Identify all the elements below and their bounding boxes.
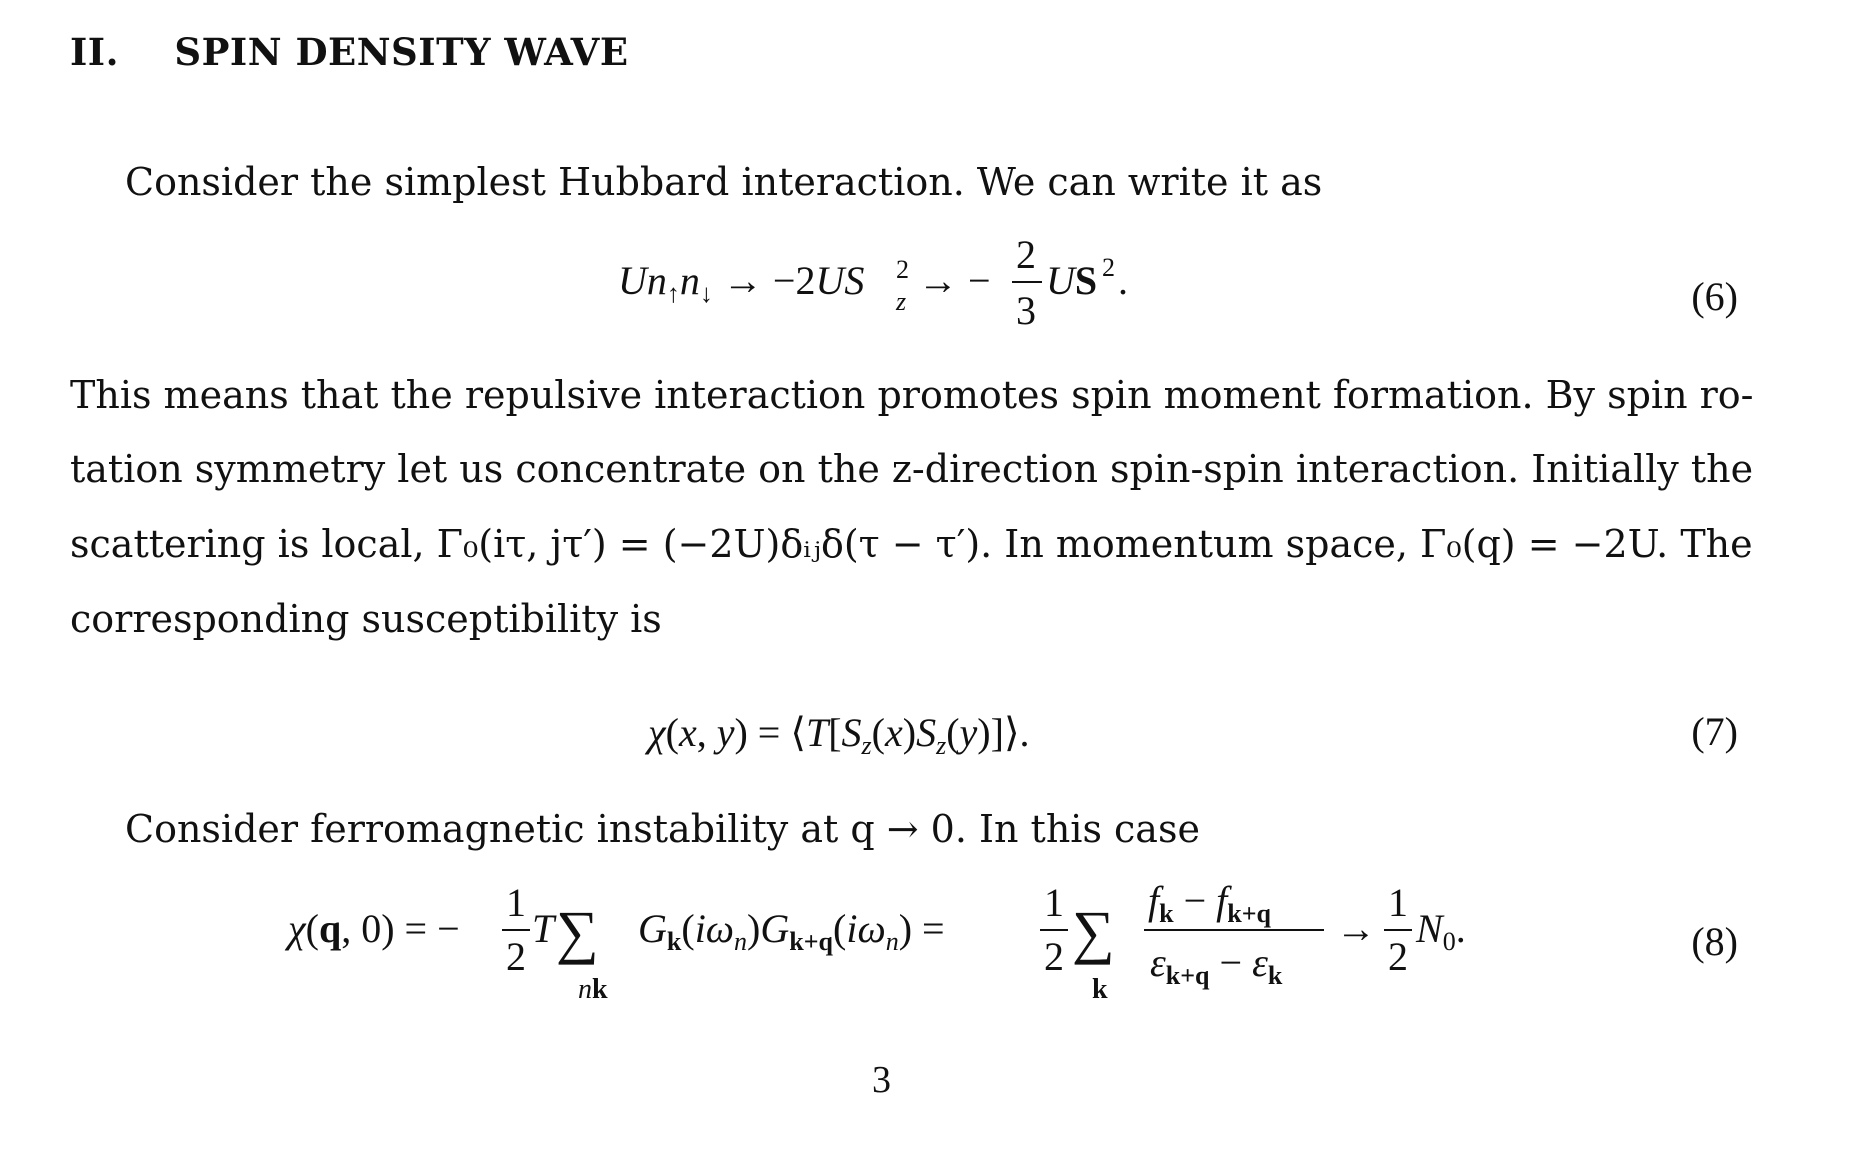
svg-text:T: T (532, 906, 555, 951)
svg-text:2: 2 (506, 934, 526, 979)
svg-text:1: 1 (506, 880, 526, 925)
svg-text:.: . (1118, 258, 1128, 303)
svg-text:→ −: → − (918, 258, 991, 303)
page-number: 3 (872, 1059, 891, 1101)
svg-text:χ(q, 0) = −: χ(q, 0) = − (288, 906, 460, 951)
svg-text:∑: ∑ (556, 899, 599, 965)
section-title: SPIN DENSITY WAVE (174, 30, 629, 74)
equation-7-graphic (648, 706, 1148, 766)
body-line-3: scattering is local, Γ₀(iτ, jτ′) = (−2U)δᵢⱼδ(τ − τ′). In momentum space, Γ₀(q) = −2U. The (70, 522, 1753, 566)
svg-text:χ(x, y) = ⟨T[Sz(x)Sz(y)]⟩.: χ(x, $y) = ⟨T[S_z(x)S_z(y)]⟩$. (648, 710, 1030, 760)
svg-text:3: 3 (1016, 288, 1036, 333)
svg-text:fk − fk+q: $f_k - f_{k+q}$ (1148, 878, 1272, 928)
equation-7 (648, 706, 1148, 773)
svg-text:k: k (1092, 974, 1108, 1005)
svg-text:nk: nk (578, 974, 608, 1005)
svg-text:US: US (1046, 258, 1098, 303)
body-line-4: corresponding susceptibility is (70, 597, 662, 641)
svg-text:→: → (1336, 906, 1376, 951)
svg-text:2: 2 (1044, 934, 1064, 979)
section-heading (70, 30, 629, 74)
equation-number-7: (7) (1691, 709, 1738, 754)
svg-text:Gk(iωn)Gk+q(iωn) =: $G_k(i\omega_n)G_{k+q}(i\omega_n)$ = (638, 906, 945, 956)
equation-6-graphic (618, 232, 1178, 342)
svg-text:N0.: $N_0$. (1416, 906, 1466, 956)
equation-number-8: (8) (1691, 919, 1738, 964)
body-line-2: tation symmetry let us concentrate on the z-direction spin-spin interaction. Initially the (70, 447, 1754, 491)
svg-text:2: 2 (896, 255, 909, 284)
svg-text:z: z (896, 287, 907, 316)
equation-number-6: (6) (1691, 274, 1738, 319)
section-number: II. (70, 30, 119, 74)
svg-text:1: 1 (1388, 880, 1408, 925)
svg-text:2: 2 (1388, 934, 1408, 979)
svg-text:εk+q − εk: $\varepsilon_{k+q} - \varepsilon_k$ (1150, 940, 1283, 990)
equation-8-graphic (288, 880, 1518, 1010)
svg-text:1: 1 (1044, 880, 1064, 925)
svg-text:2: 2 (1016, 232, 1036, 277)
equation-8 (288, 880, 1518, 1017)
intro-paragraph: Consider the simplest Hubbard interaction. We can write it as (125, 160, 1323, 204)
svg-text:Un↑n↓ → −2US: $Un_↑n_↓ \to -2US$ (618, 258, 865, 308)
svg-text:2: 2 (1102, 253, 1115, 282)
body-line-1: This means that the repulsive interaction promotes spin moment formation. By spin ro- (70, 373, 1754, 417)
ferro-paragraph: Consider ferromagnetic instability at q → 0. In this case (125, 807, 1200, 851)
equation-6 (618, 232, 1178, 349)
svg-text:∑: ∑ (1072, 899, 1115, 965)
